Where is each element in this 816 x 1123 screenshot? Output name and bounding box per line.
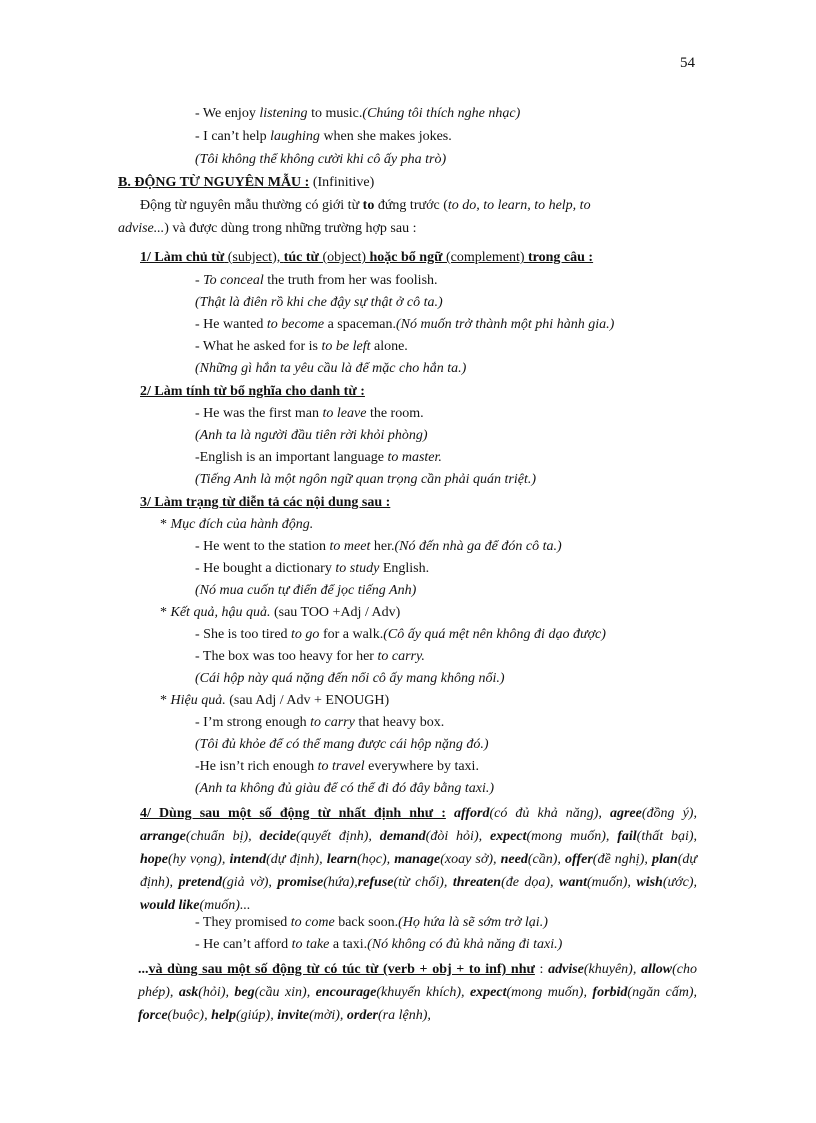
text: (giúp), [235,1008,278,1023]
text: when she makes jokes. [319,129,452,144]
subheading-2: 2/ Làm tính từ bổ nghĩa cho danh từ : [140,384,365,399]
text: to travel [317,759,365,774]
text: - I’m strong enough [195,715,311,730]
text: a taxi. [329,937,368,952]
text: to leave [322,406,367,421]
text: (subject), [224,250,284,265]
text: a spaceman. [324,317,396,332]
text: (đề nghị), [592,852,652,867]
translation-line: (Anh ta là người đầu tiên rời khỏi phòng) [195,428,428,443]
text: trong câu : [528,250,594,265]
text: agree [609,806,642,821]
text: (Infinitive) [309,175,375,190]
text: -English is an important language [195,450,388,465]
text: (khuyến khích), [376,985,470,1000]
text: plan [652,852,678,867]
text: advise [548,962,584,977]
text: (đòi hỏi), [425,829,490,844]
text: intend [229,852,267,867]
example-line [195,127,452,147]
text: to carry [310,715,355,730]
text: pretend [178,875,223,890]
text: (mong muốn), [506,985,593,1000]
text: listening [259,106,308,121]
text: (hỏi), [198,985,235,1000]
translation-line: (Những gì hắn ta yêu cầu là để mặc cho hắn ta.) [195,361,467,376]
text: : [534,962,549,977]
text: (Nó không có đủ khả năng đi taxi.) [367,937,563,952]
text: (đồng ý), [641,806,697,821]
text: (thất bại), [636,829,698,844]
text: * [160,517,171,532]
example-line [195,913,548,933]
example-line: - To conceal the truth from her was foolish. [195,273,438,288]
text: - We enjoy [195,106,260,121]
text: (cho phép), [138,962,698,1000]
text: (quyết định), [296,829,380,844]
text: allow [641,962,673,977]
text: - I can’t help [195,129,271,144]
subheading-4: 4/ Dùng sau một số động từ nhất định như : [140,806,446,821]
text: (Nó đến nhà ga để đón cô ta.) [394,539,562,554]
text: (có đủ khả năng), [489,806,610,821]
text: (chuẩn bị), [185,829,260,844]
text: Mục đích của hành động. [170,517,314,532]
text: - They promised [195,915,291,930]
example-line [195,647,425,667]
text: (object) [318,250,370,265]
text: alone. [370,339,408,354]
text: (từ chối), [393,875,453,890]
text: need [500,852,528,867]
text: ask [178,985,199,1000]
text: ) và được dùng trong những trường hợp sau : [164,221,417,236]
text: to [362,198,375,213]
text: (khuyên), [583,962,641,977]
text: the truth from her was foolish. [263,273,438,288]
section-heading [118,173,374,193]
text: - He was the first man [195,406,323,421]
text: B. ĐỘNG TỪ NGUYÊN MẪU : [118,175,310,190]
verb-list-paragraph [140,802,697,917]
text: * [160,693,171,708]
text: ... [138,962,149,977]
text: hope [140,852,168,867]
text: refuse [357,875,394,890]
text: for a walk. [319,627,384,642]
text: (giả vờ), [222,875,278,890]
example-line [195,625,606,645]
text: to study [335,561,380,576]
intro-line [140,196,591,216]
example-line [195,757,479,777]
page-number: 54 [680,55,695,71]
text: (sau Adj / Adv + ENOUGH) [225,693,390,708]
text: (dự định), [140,852,697,890]
text: to music. [307,106,363,121]
text: to do, to learn, to help, to [447,198,591,213]
text: demand [379,829,426,844]
text: (Chúng tôi thích nghe nhạc) [362,106,521,121]
text: (cầu xin), [254,985,316,1000]
text: - He went to the station [195,539,330,554]
text: help [211,1008,236,1023]
text: her. [370,539,395,554]
text: to take [291,937,330,952]
translation-line: (Tiếng Anh là một ngôn ngữ quan trọng cần phải quán triệt.) [195,472,537,487]
bullet-line [160,515,313,535]
text: (hứa), [323,875,358,890]
text: -He isn’t rich enough [195,759,318,774]
text: to master. [387,450,442,465]
text: (xoay sở), [440,852,501,867]
bullet-line [160,691,389,711]
text: force [138,1008,168,1023]
text: would like [140,898,200,913]
text: (ước), [662,875,697,890]
text: threaten [452,875,502,890]
example-line [195,104,520,124]
text: promise [277,875,324,890]
text: (ngăn cấm), [627,985,697,1000]
translation-line: (Cái hộp này quá nặng đến nổi cô ấy mang không nổi.) [195,671,505,686]
text: - He bought a dictionary [195,561,336,576]
bullet-line [160,603,400,623]
text: encourage [315,985,377,1000]
text: to carry. [377,649,425,664]
example-line [195,448,442,468]
text: - He can’t afford [195,937,292,952]
translation-line: (Tôi không thể không cười khi cô ấy pha trò) [195,152,447,167]
text: (hy vọng), [168,852,230,867]
text: (muốn), [587,875,637,890]
text: Hiệu quả. [170,693,226,708]
subheading-1 [140,248,593,268]
text: invite [277,1008,310,1023]
text: everywhere by taxi. [364,759,479,774]
text: forbid [592,985,628,1000]
text: back soon. [334,915,399,930]
example-line [195,537,562,557]
text: English. [379,561,430,576]
text: 1/ Làm chủ từ [140,250,225,265]
text: the room. [366,406,424,421]
text: túc từ [283,250,319,265]
text: to become [266,317,325,332]
text: decide [259,829,297,844]
text: want [558,875,587,890]
text: (Cô ấy quá mệt nên không đi dạo được) [383,627,606,642]
example-line [195,713,444,733]
text: (Họ hứa là sẽ sớm trở lại.) [398,915,548,930]
text: laughing [270,129,320,144]
text: * [160,605,171,620]
text: (muốn)... [199,898,251,913]
subheading-5: và dùng sau một số động từ có túc từ (verb + obj + to inf) như [148,962,535,977]
subheading-3: 3/ Làm trạng từ diễn tả các nội dung sau : [140,495,391,510]
example-line [195,935,562,955]
example-line [195,337,408,357]
text: - He wanted [195,317,267,332]
intro-line [118,219,416,239]
text: Động từ nguyên mẫu thường có giới từ [140,198,363,213]
translation-line: (Thật là điên rồ khi che đậy sự thật ở cô ta.) [195,295,443,310]
text: - What he asked for is [195,339,322,354]
text: expect [469,985,507,1000]
text: (dự định), [266,852,327,867]
text: learn [326,852,358,867]
text: (mời), [309,1008,347,1023]
example-line [195,404,424,424]
translation-line: (Tôi đủ khỏe để có thể mang được cái hộp nặng đó.) [195,737,489,752]
translation-line: (Nó mua cuốn tự điển để jọc tiếng Anh) [195,583,417,598]
text: beg [234,985,255,1000]
text: To conceal [203,273,264,288]
text: hoặc bổ ngữ [369,250,443,265]
text: manage [394,852,441,867]
text: arrange [140,829,186,844]
example-line [195,559,429,579]
text: - The box was too heavy for her [195,649,378,664]
example-line [195,315,614,335]
text: order [346,1008,379,1023]
text: (cần), [527,852,566,867]
text: (mong muốn), [526,829,618,844]
text: (sau TOO +Adj / Adv) [270,605,401,620]
text: advise... [118,221,165,236]
text: expect [489,829,527,844]
text: wish [636,875,663,890]
text: fail [617,829,637,844]
text: - She is too tired [195,627,292,642]
text: (complement) [442,250,529,265]
object-verb-paragraph [138,958,697,1027]
text: (học), [357,852,395,867]
translation-line: (Anh ta không đủ giàu để có thể đi đó đây bằng taxi.) [195,781,494,796]
text: (Nó muốn trở thành một phi hành gia.) [396,317,615,332]
text: to meet [329,539,371,554]
text: to come [290,915,335,930]
text: Kết quả, hậu quả. [170,605,271,620]
text: that heavy box. [354,715,445,730]
text: to be left [321,339,371,354]
text: offer [565,852,593,867]
text: (ra lệnh), [378,1008,431,1023]
text: (đe dọa), [501,875,559,890]
text: afford [445,806,490,821]
text: đứng trước ( [374,198,448,213]
text: to go [291,627,320,642]
text: (buộc), [167,1008,212,1023]
